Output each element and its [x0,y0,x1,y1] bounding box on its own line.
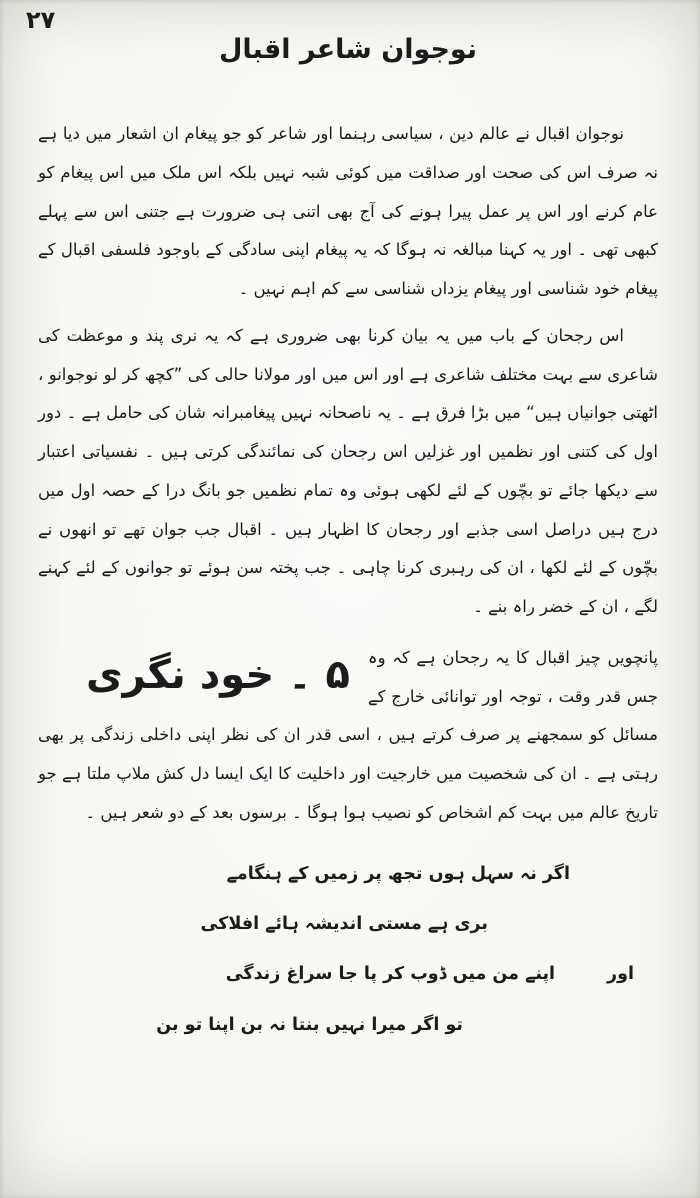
verse-line-2: بری ہے مستی اندیشہ ہائے افلاکی [200,914,488,935]
section-paragraph: پانچویں چیز اقبال کا یہ رجحان ہے کہ وہ جس قدر وقت ، توجہ اور توانائی خارج کے مسائل کو سمجھنے پر صرف کرتے ہیں ، اسی قدر ان کی نظر اپنی داخلی زندگی پر بھی رہتی ہے ۔ ان کی شخصیت میں خارجیت اور داخلیت کا ایک ایسا دل کش ملاپ ملتا ہے جو تاریخ عالم میں بہت کم اشخاص کو نصیب ہوا ہوگا ۔ برسوں بعد کے دو شعر ہیں ۔ [38,647,658,823]
verse-line-3-text: اپنے من میں ڈوب کر پا جا سراغ زندگی [225,964,556,985]
verse-line-3 [38,961,634,987]
page-number: ۲۷ [26,6,56,34]
section-khud-nigri [38,639,658,833]
verse-connector: اور [607,964,634,985]
paragraph-1: نوجوان اقبال نے عالم دین ، سیاسی رہنما اور شاعر کو جو پیغام ان اشعار میں دیا ہے نہ صرف اس کی صحت اور صداقت میں کوئی شبہ نہیں بلکہ اس ملک میں اس پیغام کو عام کرنے اور اس پر عمل پیرا ہونے کی آج بھی اتنی ہی ضرورت ہے جتنی اس سے پہلے کبھی تھی ۔ اور یہ کہنا مبالغہ نہ ہوگا کہ یہ پیغام اپنی سادگی کے باوجود فلسفی اقبال کے پیغام خود شناسی اور پیغام یزداں شناسی سے کم اہم نہیں ۔ [38,124,658,299]
verse-line-4: تو اگر میرا نہیں بنتا نہ بن اپنا تو بن [156,1014,463,1035]
verse-line-1: اگر نہ سہل ہوں تجھ پر زمیں کے ہنگامے [226,863,570,884]
page-title: نوجوان شاعر اقبال [218,34,477,65]
section-heading: ۵ ۔ خود نگری [86,651,350,698]
paragraph-2: اس رجحان کے باب میں یہ بیان کرنا بھی ضروری ہے کہ یہ نری پند و موعظت کی شاعری سے بہت مختلف شاعری ہے اور اس میں اور مولانا حالی کی ”کچھ کر لو نوجوانو ، اٹھتی جوانیاں ہیں“ میں بڑا فرق ہے ۔ یہ ناصحانہ نہیں پیغامبرانہ شان کی حامل ہے ۔ دور اول کی کتنی اور نظمیں اور غزلیں اس رجحان کی نمائندگی کرتی ہیں ۔ نفسیاتی اعتبار سے دیکھا جائے تو بچّوں کے لئے لکھی ہوئی وہ تمام نظمیں جو بانگ درا کے حصہ اول میں درج ہیں دراصل اسی جذبے اور رجحان کا اظہار ہیں ۔ اقبال جب جوان تھے تو انھوں نے بچّوں کے لئے لکھا ، ان کی رہبری کرنا چاہی ۔ جب پختہ سن ہوئے تو جوانوں کے لئے کہنے لگے ، ان کے خضر راہ بنے ۔ [38,325,658,617]
verses-block [38,861,658,1038]
